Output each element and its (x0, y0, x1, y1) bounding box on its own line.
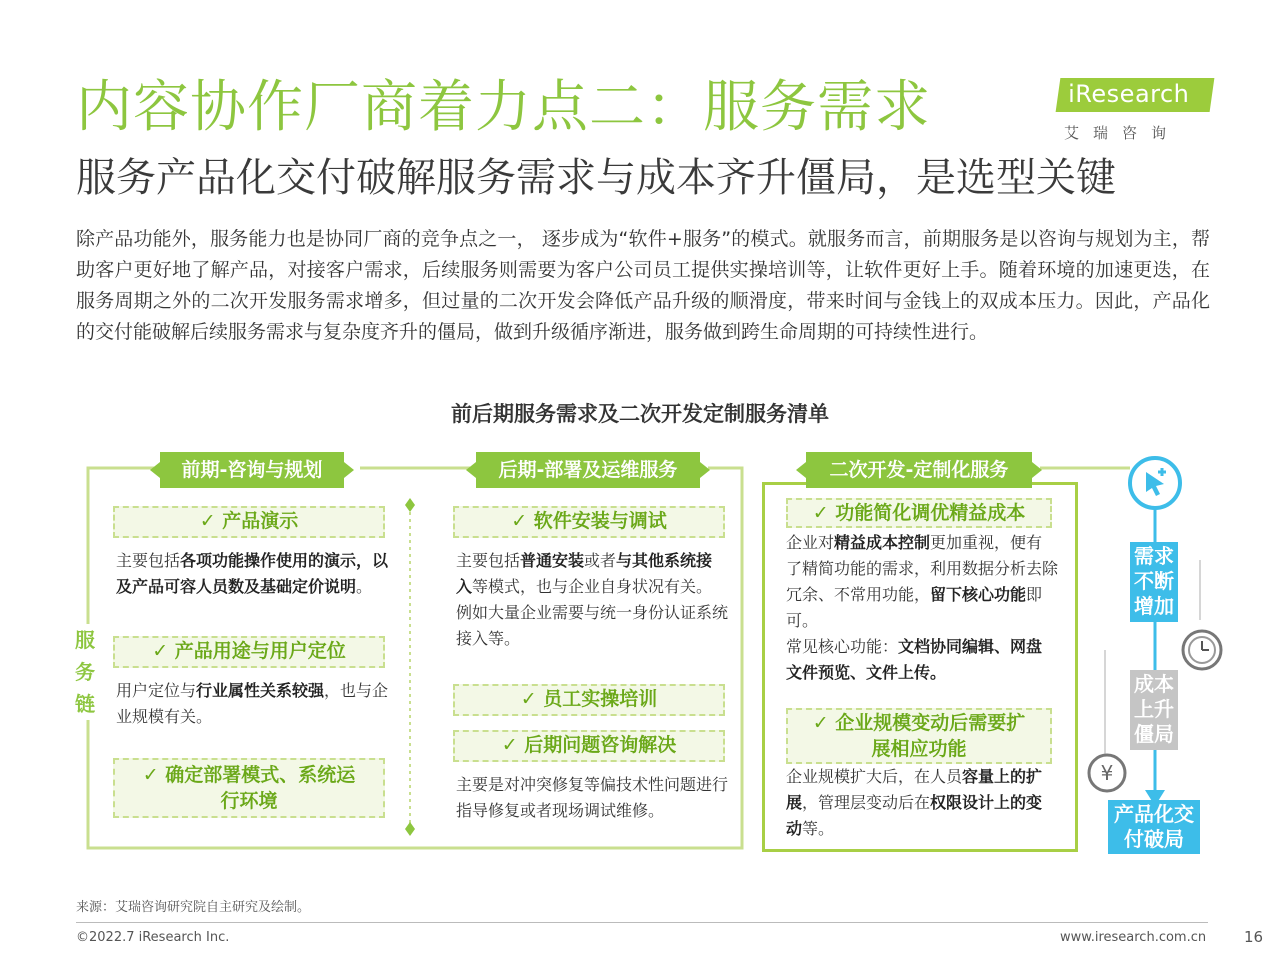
diagram-title: 前后期服务需求及二次开发定制服务清单 (451, 402, 829, 426)
intro-paragraph: 除产品功能外，服务能力也是协同厂商的竞争点之一， 逐步成为“软件+服务”的模式。就服务而言，前期服务是以咨询与规划为主，帮助客户更好地了解产品，对接客户需求，后续服务则需要为客户公司员工提供实操培训等，让软件更好上手。随着环境的加速更迭，在服务周期之外的二次开发服务需求增多，但过量的二次开发会降低产品升级的顺滑度，带来时间与金钱上的双成本压力。因此，产品化的交付能破解后续服务需求与复杂度齐升的僵局，做到升级循序渐进，服务做到跨生命周期的可持续性进行。 (76, 228, 1210, 343)
website-link[interactable]: www.iresearch.com.cn (1060, 930, 1207, 945)
tag-product-usage: ✓ 产品用途与用户定位 (113, 636, 385, 668)
text-simplify-function: 企业对精益成本控制更加重视，便有了精简功能的需求，利用数据分析去除冗余、不常用功能，留下核心功能即可。 常见核心功能：文档协同编辑、网盘文件预览、文件上传。 (786, 533, 1059, 682)
tag-product-demo: ✓ 产品演示 (113, 506, 385, 538)
tag-scale-expansion: ✓ 企业规模变动后需要扩 展相应功能 (786, 708, 1052, 764)
page-title: 内容协作厂商着力点二：服务需求 (76, 75, 931, 140)
page-subtitle: 服务产品化交付破解服务需求与成本齐升僵局，是选型关键 (76, 155, 1116, 201)
logo-chinese: 艾瑞咨询 (1064, 124, 1181, 142)
tag-deployment-mode: ✓ 确定部署模式、系统运 行环境 (113, 758, 385, 818)
text-install-debug: 主要包括普通安装或者与其他系统接入等模式，也与企业自身状况有关。例如大量企业需要与统一身份认证系统接入等。 (456, 551, 729, 648)
tag-install-debug: ✓ 软件安装与调试 (453, 506, 725, 538)
demand-increase-box: 需求 不断 增加 (1130, 542, 1178, 622)
header-pre-service: 前期-咨询与规划 (160, 452, 344, 488)
header-custom-dev: 二次开发-定制化服务 (806, 452, 1032, 488)
text-product-demo: 主要包括各项功能操作使用的演示，以及产品可容人员数及基础定价说明。 (116, 551, 389, 596)
service-chain-label: 服 务 链 (70, 624, 100, 720)
tag-issue-resolution: ✓ 后期问题咨询解决 (453, 730, 725, 762)
logo-text: iResearch (1068, 80, 1190, 108)
tag-staff-training: ✓ 员工实操培训 (453, 684, 725, 716)
text-scale-expansion: 企业规模扩大后，在人员容量上的扩展，管理层变动后在权限设计上的变动等。 (786, 767, 1043, 838)
footer-divider (76, 922, 1208, 923)
productized-delivery-box: 产品化交 付破局 (1108, 800, 1200, 854)
yuan-coin-icon (1084, 750, 1130, 796)
page-number: 16 (1244, 928, 1264, 946)
cost-deadlock-box: 成本 上升 僵局 (1130, 670, 1178, 750)
copyright: ©2022.7 iResearch Inc. (76, 930, 230, 945)
header-post-service: 后期-部署及运维服务 (476, 452, 700, 488)
source-note: 来源：艾瑞咨询研究院自主研究及绘制。 (76, 900, 311, 915)
text-issue-resolution: 主要是对冲突修复等偏技术性问题进行指导修复或者现场调试维修。 (456, 775, 729, 820)
text-product-usage: 用户定位与行业属性关系较强，也与企业规模有关。 (116, 681, 389, 726)
svg-text:¥: ¥ (1100, 761, 1114, 785)
cursor-click-icon (1126, 454, 1184, 512)
clock-icon (1178, 626, 1226, 674)
tag-simplify-function: ✓ 功能简化调优精益成本 (786, 498, 1052, 528)
